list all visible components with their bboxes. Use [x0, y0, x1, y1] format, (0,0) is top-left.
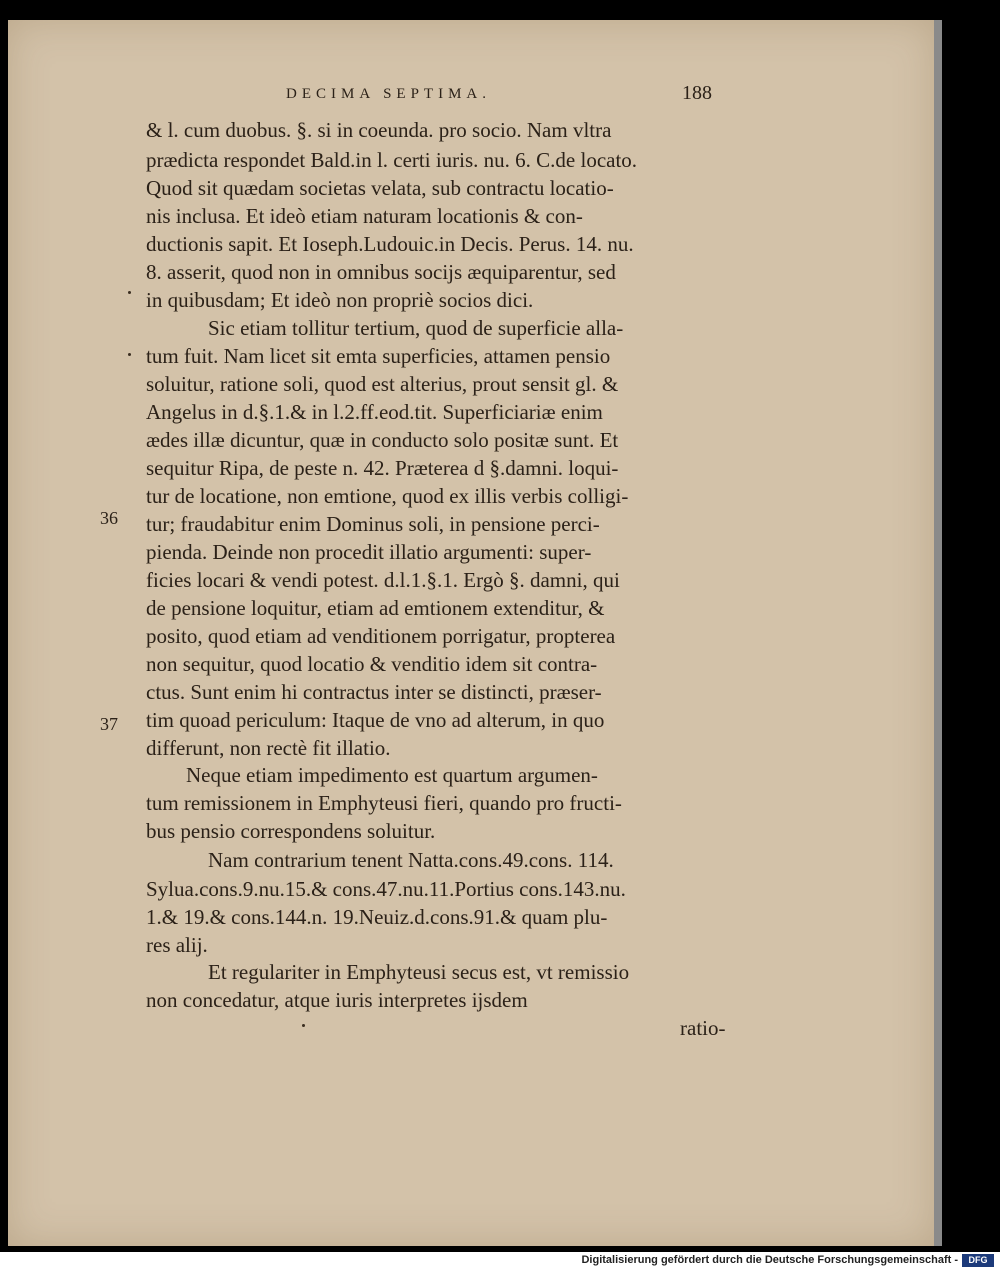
text-line: non sequitur, quod locatio & venditio idem sit contra-: [146, 652, 598, 676]
text-line: ctus. Sunt enim hi contractus inter se distincti, præser-: [146, 680, 602, 704]
text-line: ficies locari & vendi potest. d.l.1.§.1. Ergò §. damni, qui: [146, 568, 620, 592]
text-line: Angelus in d.§.1.& in l.2.ff.eod.tit. Superficiariæ enim: [146, 400, 603, 424]
dfg-logo: DFG: [962, 1254, 994, 1267]
ink-speck: [128, 291, 131, 294]
page-header: [0, 82, 1000, 110]
text-line: differunt, non rectè fit illatio.: [146, 736, 391, 760]
text-line: tur de locatione, non emtione, quod ex illis verbis colligi-: [146, 484, 629, 508]
margin-number: 37: [100, 714, 118, 734]
running-head: DECIMA SEPTIMA.: [286, 86, 492, 102]
text-line: & l. cum duobus. §. si in coeunda. pro socio. Nam vltra: [146, 118, 612, 142]
ink-speck: [302, 1024, 305, 1027]
page-number: 188: [682, 82, 712, 104]
text-line: bus pensio correspondens soluitur.: [146, 819, 436, 843]
text-line: tum fuit. Nam licet sit emta superficies, attamen pensio: [146, 344, 611, 368]
text-line: Et regulariter in Emphyteusi secus est, vt remissio: [208, 960, 630, 984]
footer-bar: [0, 1252, 1000, 1269]
text-line: Nam contrarium tenent Natta.cons.49.cons. 114.: [208, 848, 614, 872]
ink-speck: [128, 353, 131, 356]
text-line: nis inclusa. Et ideò etiam naturam locationis & con-: [146, 204, 583, 228]
text-line: pienda. Deinde non procedit illatio argumenti: super-: [146, 540, 592, 564]
digitization-credit: Digitalisierung gefördert durch die Deutsche Forschungsgemeinschaft -: [581, 1254, 958, 1266]
text-line: res alij.: [146, 933, 208, 957]
text-line: sequitur Ripa, de peste n. 42. Præterea d §.damni. loqui-: [146, 456, 619, 480]
text-line: non concedatur, atque iuris interpretes ijsdem: [146, 988, 528, 1012]
text-line: Sic etiam tollitur tertium, quod de superficie alla-: [208, 316, 624, 340]
text-line: Quod sit quædam societas velata, sub contractu locatio-: [146, 176, 614, 200]
text-line: de pensione loquitur, etiam ad emtionem extenditur, &: [146, 596, 605, 620]
text-line: 8. asserit, quod non in omnibus socijs æquiparentur, sed: [146, 260, 616, 284]
text-line: posito, quod etiam ad venditionem porrigatur, propterea: [146, 624, 616, 648]
text-line: ratio-: [680, 1016, 726, 1040]
text-line: 1.& 19.& cons.144.n. 19.Neuiz.d.cons.91.& quam plu-: [146, 905, 608, 929]
page-edge: [934, 20, 942, 1246]
text-line: tim quoad periculum: Itaque de vno ad alterum, in quo: [146, 708, 605, 732]
text-line: tum remissionem in Emphyteusi fieri, quando pro fructi-: [146, 791, 622, 815]
text-line: ædes illæ dicuntur, quæ in conducto solo positæ sunt. Et: [146, 428, 619, 452]
text-line: Sylua.cons.9.nu.15.& cons.47.nu.11.Portius cons.143.nu.: [146, 877, 626, 901]
text-line: Neque etiam impedimento est quartum argumen-: [186, 763, 598, 787]
text-line: tur; fraudabitur enim Dominus soli, in pensione perci-: [146, 512, 600, 536]
text-line: soluitur, ratione soli, quod est alterius, prout sensit gl. &: [146, 372, 619, 396]
text-line: ductionis sapit. Et Ioseph.Ludouic.in Decis. Perus. 14. nu.: [146, 232, 634, 256]
text-line: in quibusdam; Et ideò non propriè socios dici.: [146, 288, 534, 312]
text-line: prædicta respondet Bald.in l. certi iuris. nu. 6. C.de locato.: [146, 148, 638, 172]
margin-number: 36: [100, 508, 118, 528]
